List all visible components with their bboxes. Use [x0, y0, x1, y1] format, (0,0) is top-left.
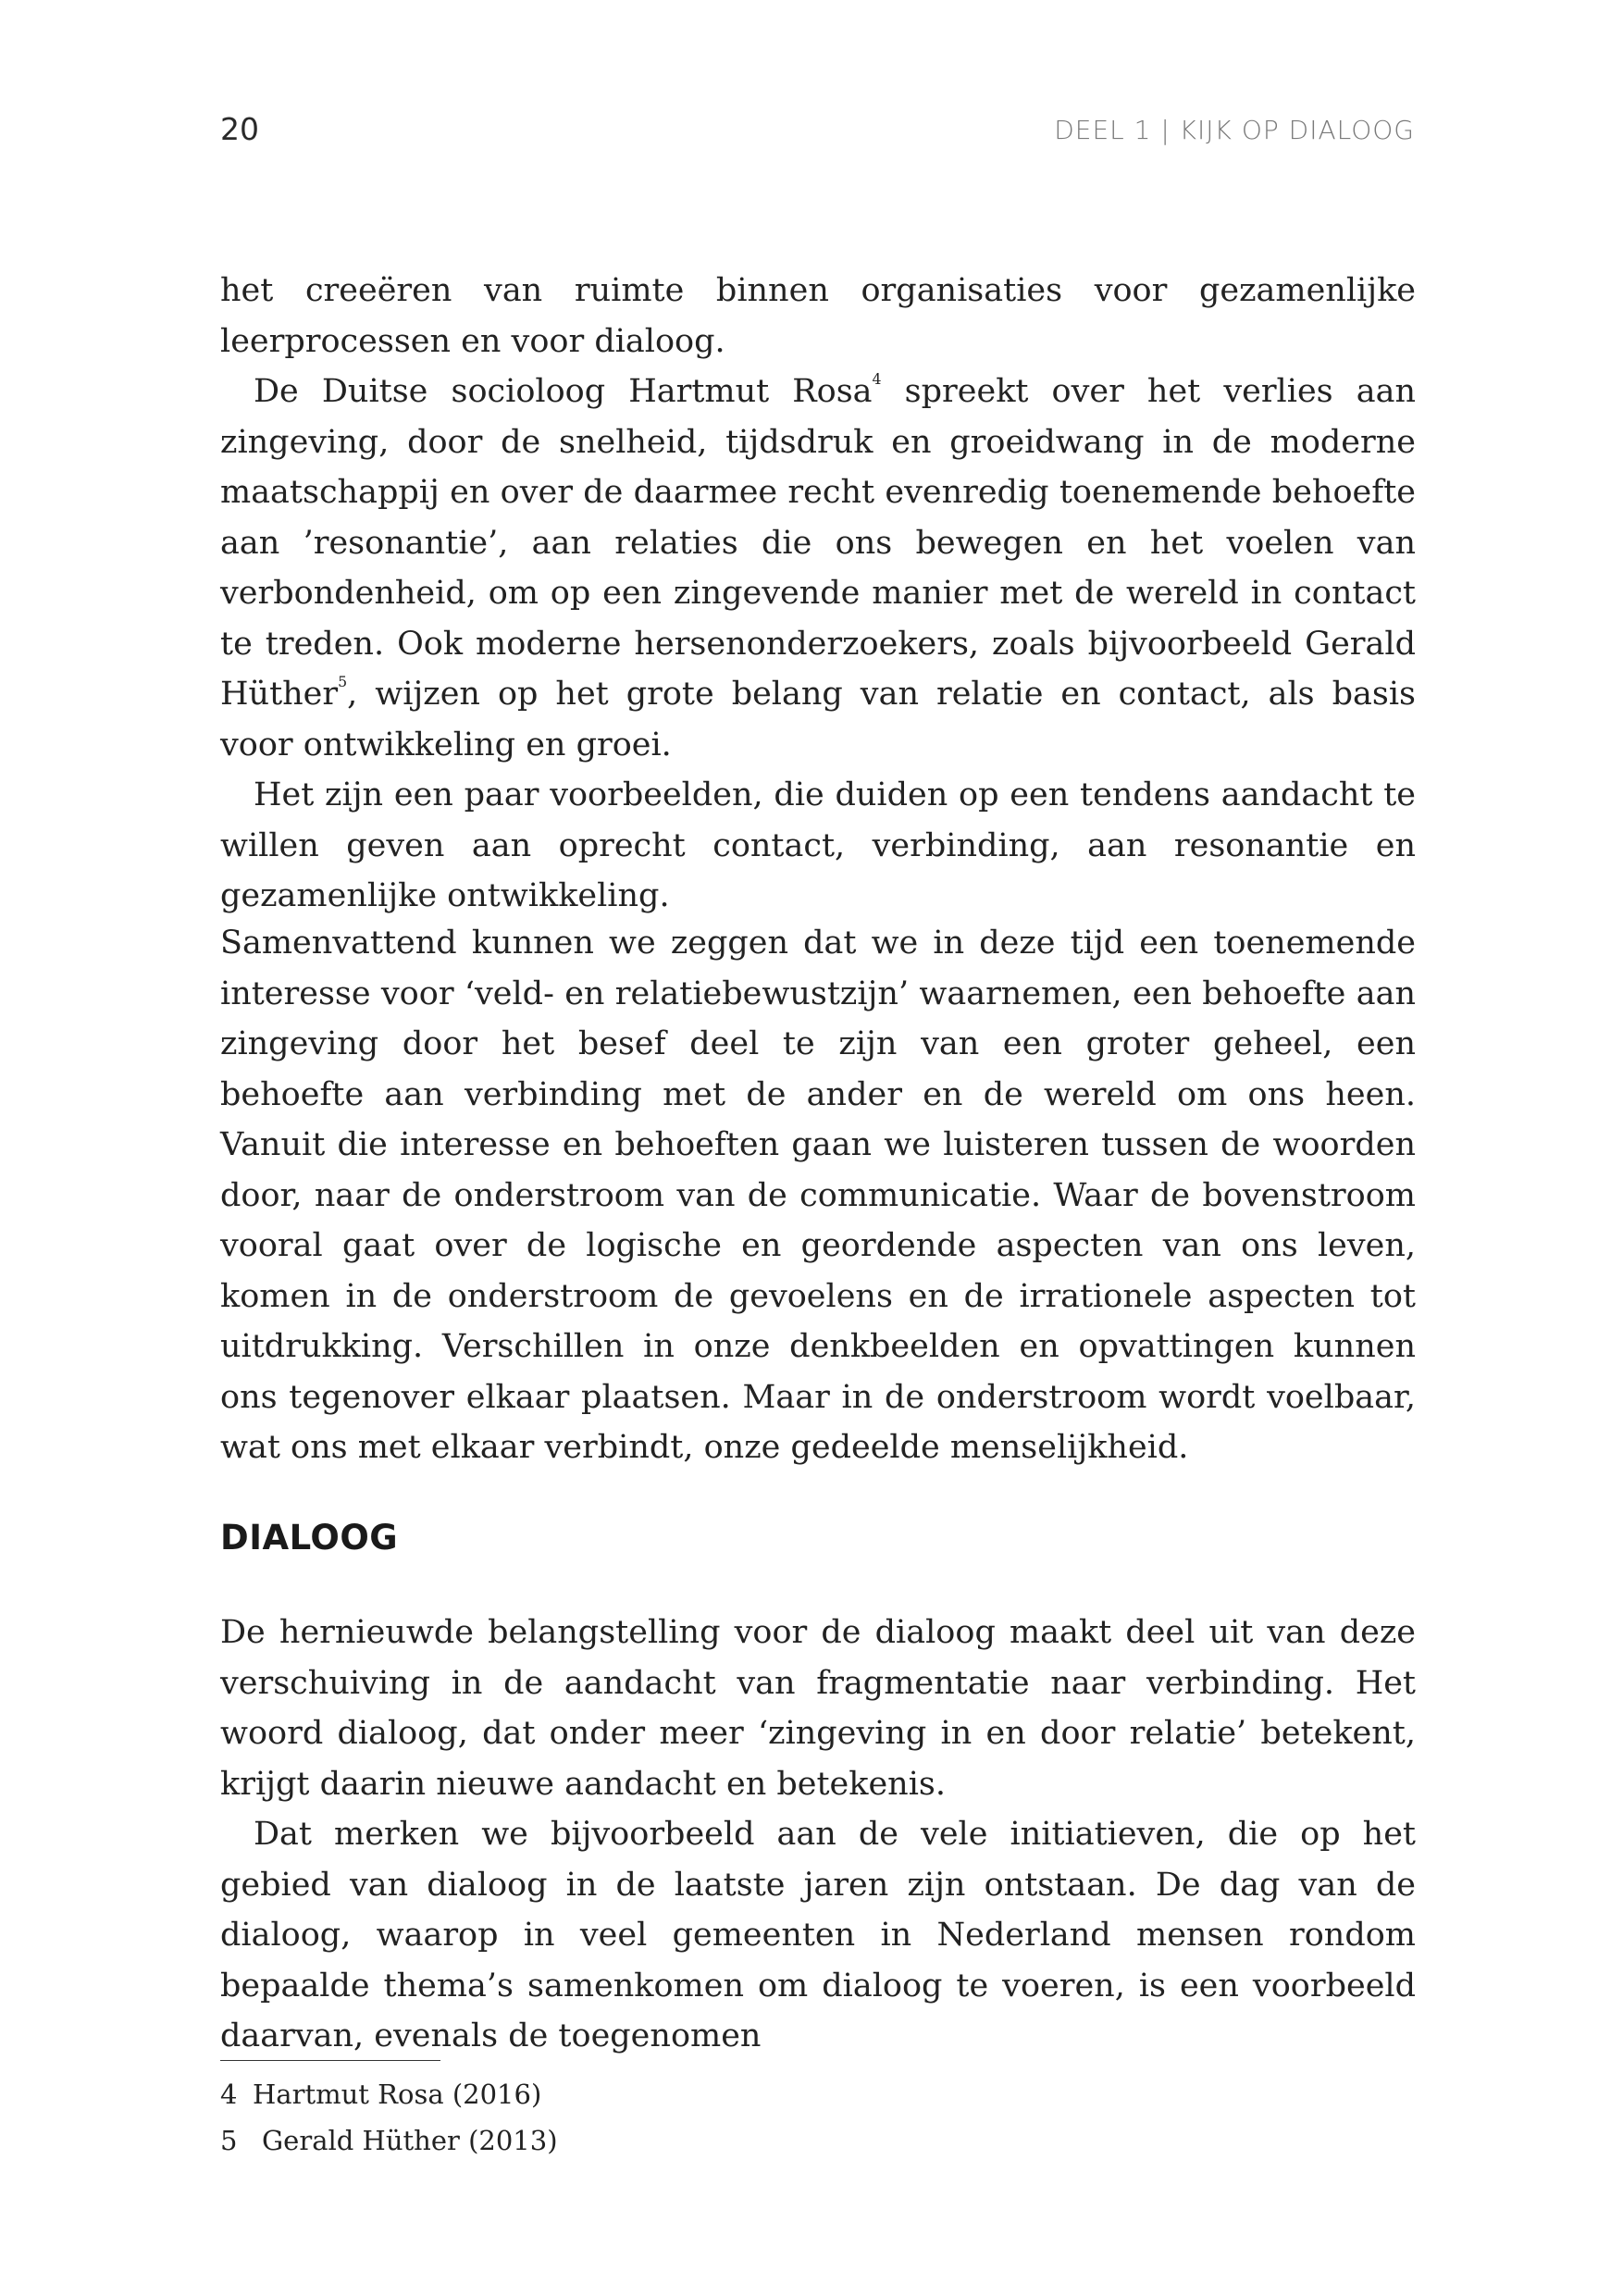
running-header: DEEL 1 | KIJK OP DIALOOG: [1054, 115, 1415, 145]
footnote-ref-5[interactable]: 5: [338, 673, 348, 691]
summary-text: [220, 918, 1416, 1473]
footnote-divider: [220, 2060, 440, 2061]
paragraph: het creeëren van ruimte binnen organisaties voor gezamenlijke leerprocessen en voor dialoog.: [220, 272, 1416, 360]
paragraph: Samenvattend kunnen we zeggen dat we in deze tijd een toenemende interesse voor ‘veld- en relatiebewustzijn’ waarnemen, een behoefte aan zingeving door het besef deel te zijn van een groter geheel, een behoefte aan verbinding met de ander en de wereld om ons heen. Vanuit die interesse en behoeften gaan we luisteren tussen de woorden door, naar de onderstroom van de communicatie. Waar de bovenstroom vooral gaat over de logische en geordende aspecten van ons leven, komen in de onderstroom de gevoelens en de irrationele aspecten tot uitdrukking. Verschillen in onze denkbeelden en opvattingen kunnen ons tegenover elkaar plaatsen. Maar in de onderstroom wordt voelbaar, wat ons met elkaar verbindt, onze gedeelde menselijkheid.: [220, 925, 1416, 1466]
text-run: , wijzen op het grote belang van relatie en contact, als basis voor ontwikkeling en groei.: [220, 676, 1416, 763]
footnote-text: Gerald Hüther (2013): [262, 2125, 558, 2156]
page-number: 20: [220, 111, 259, 147]
paragraph-rosa: [220, 366, 1416, 770]
footnote-text: Hartmut Rosa (2016): [253, 2079, 542, 2110]
text-run: De Duitse socioloog Hartmut Rosa: [254, 373, 873, 410]
footnote-4: [220, 2071, 558, 2117]
text-run: spreekt over het verlies aan zingeving, door de snelheid, tijdsdruk en groeidwang in de moderne maatschappij en over de daarmee recht evenredig toenemende behoefte aan ’resonantie’, aan relaties die ons bewegen en het voelen van verbondenheid, om op een zingevende manier met de wereld in contact te treden. Ook moderne hersenonderzoekers, zoals bijvoorbeeld Gerald Hüther: [220, 373, 1416, 713]
paragraph: De hernieuwde belangstelling voor de dialoog maakt deel uit van deze verschuiving in de aandacht van fragmentatie naar verbinding. Het woord dialoog, dat onder meer ‘zingeving in en door relatie’ betekent, krijgt daarin nieuwe aandacht en betekenis.: [220, 1614, 1416, 1803]
intro-text: [220, 266, 1416, 922]
footnote-5: [220, 2117, 558, 2164]
footnote-number: 4: [220, 2079, 238, 2110]
section-heading: DIALOOG: [220, 1518, 399, 1558]
paragraph: Dat merken we bijvoorbeeld aan de vele initiatieven, die op het gebied van dialoog in de laatste jaren zijn ontstaan. De dag van de dialoog, waarop in veel gemeenten in Nederland mensen rondom bepaalde thema’s samenkomen om dialoog te voeren, is een voorbeeld daarvan, evenals de toegenomen: [220, 1816, 1416, 2054]
section-text: [220, 1607, 1416, 2062]
footnote-number: 5: [220, 2125, 238, 2156]
paragraph: Het zijn een paar voorbeelden, die duiden op een tendens aandacht te willen geven aan oprecht contact, verbinding, aan resonantie en gezamenlijke ontwikkeling.: [220, 776, 1416, 914]
footnote-ref-4[interactable]: 4: [872, 370, 882, 389]
footnotes: [220, 2071, 558, 2164]
